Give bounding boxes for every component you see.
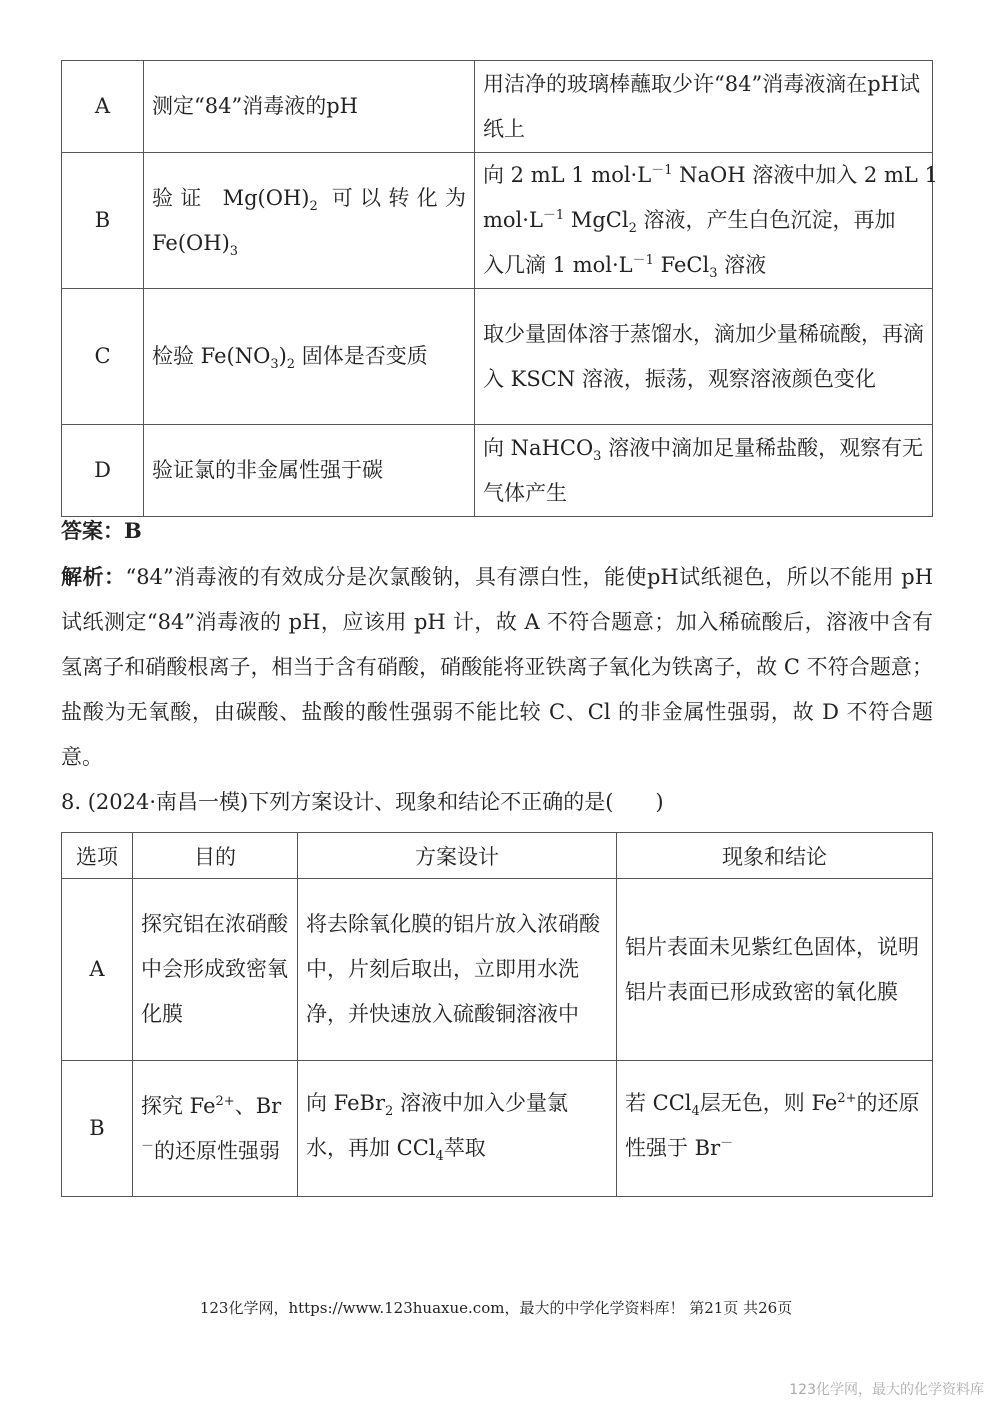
- result-cell: 铝片表面未见紫红色固体，说明铝片表面已形成致密的氧化膜: [617, 879, 933, 1061]
- method-cell: 向 2 mL 1 $mol\cdot L^{-1}$ NaOH 溶液中加入 2 mL 1 $mol\cdot L^{-1}$ MgCl$_2$ 溶液，产生白色沉淀，再加 入几滴 1 $mol\cdot L^{-1}$ FeCl$_3$ 溶液: [475, 153, 933, 289]
- goal-cell: 检验 $Fe(NO_3)_2$ 固体是否变质: [144, 289, 475, 425]
- analysis-label: 解析：: [61, 565, 126, 589]
- table-row: [62, 1061, 933, 1197]
- goal-cell: 探究铝在浓硝酸中会形成致密氧化膜: [133, 879, 298, 1061]
- answer-label: 答案：: [61, 519, 124, 543]
- option-cell: A: [62, 879, 133, 1061]
- method-cell: 向 NaHCO$_3$ 溶液中滴加足量稀盐酸，观察有无气体产生: [475, 425, 933, 517]
- table-row: [62, 425, 933, 517]
- table-row: [62, 61, 933, 153]
- table-row: [62, 289, 933, 425]
- option-cell: B: [62, 1061, 133, 1197]
- method-cell: 用洁净的玻璃棒蘸取少许“84”消毒液滴在pH试纸上: [475, 61, 933, 153]
- table-row: [62, 879, 933, 1061]
- option-cell: C: [62, 289, 144, 425]
- header-result: 现象和结论: [617, 833, 933, 879]
- table-row: [62, 153, 933, 289]
- analysis-text: “84”消毒液的有效成分是次氯酸钠，具有漂白性，能使pH试纸褪色，所以不能用 pH 试纸测定“84”消毒液的 pH，应该用 pH 计，故 A 不符合题意；加入稀硫酸后，溶液中含有氢离子和硝酸根离子，相当于含有硝酸，硝酸能将亚铁离子氧化为铁离子，故 C 不符合题意；盐酸为无氧酸，由碳酸、盐酸的酸性强弱不能比较 C、Cl 的非金属性强弱，故 D 不符合题意。: [61, 565, 934, 769]
- option-cell: A: [62, 61, 144, 153]
- design-cell: 向 FeBr$_2$ 溶液中加入少量氯水，再加 CCl$_4$萃取: [298, 1061, 617, 1197]
- header-design: 方案设计: [298, 833, 617, 879]
- goal-cell: 探究 $Fe^{2+}$、Br－的还原性强弱: [133, 1061, 298, 1197]
- answer-line: [61, 515, 142, 547]
- design-cell: 将去除氧化膜的铝片放入浓硝酸中，片刻后取出，立即用水洗净，并快速放入硫酸铜溶液中: [298, 879, 617, 1061]
- header-goal: 目的: [133, 833, 298, 879]
- result-cell: 若 CCl$_4$层无色，则 $Fe^{2+}$的还原性强于 Br－: [617, 1061, 933, 1197]
- experiment-table-7: [61, 60, 938, 517]
- header-option: 选项: [62, 833, 133, 879]
- goal-cell: 验证 $Mg(OH)_2$ 可以转化为 $Fe(OH)_3$: [144, 153, 475, 289]
- experiment-table-8: [61, 832, 933, 1197]
- analysis-paragraph: [61, 555, 933, 780]
- goal-cell: 测定“84”消毒液的pH: [144, 61, 475, 153]
- option-cell: D: [62, 425, 144, 517]
- watermark: 123化学网，最大的化学资料库: [789, 1382, 984, 1398]
- answer-value: B: [124, 518, 142, 543]
- goal-cell: 验证氯的非金属性强于碳: [144, 425, 475, 517]
- method-cell: 取少量固体溶于蒸馏水，滴加少量稀硫酸，再滴入 KSCN 溶液，振荡，观察溶液颜色变化: [475, 289, 933, 425]
- table-header-row: [62, 833, 933, 879]
- question-8: 8. (2024·南昌一模)下列方案设计、现象和结论不正确的是( ): [61, 790, 664, 814]
- option-cell: B: [62, 153, 144, 289]
- page-footer: 123化学网，https://www.123huaxue.com，最大的中学化学资料库！ 第21页 共26页: [199, 1299, 793, 1317]
